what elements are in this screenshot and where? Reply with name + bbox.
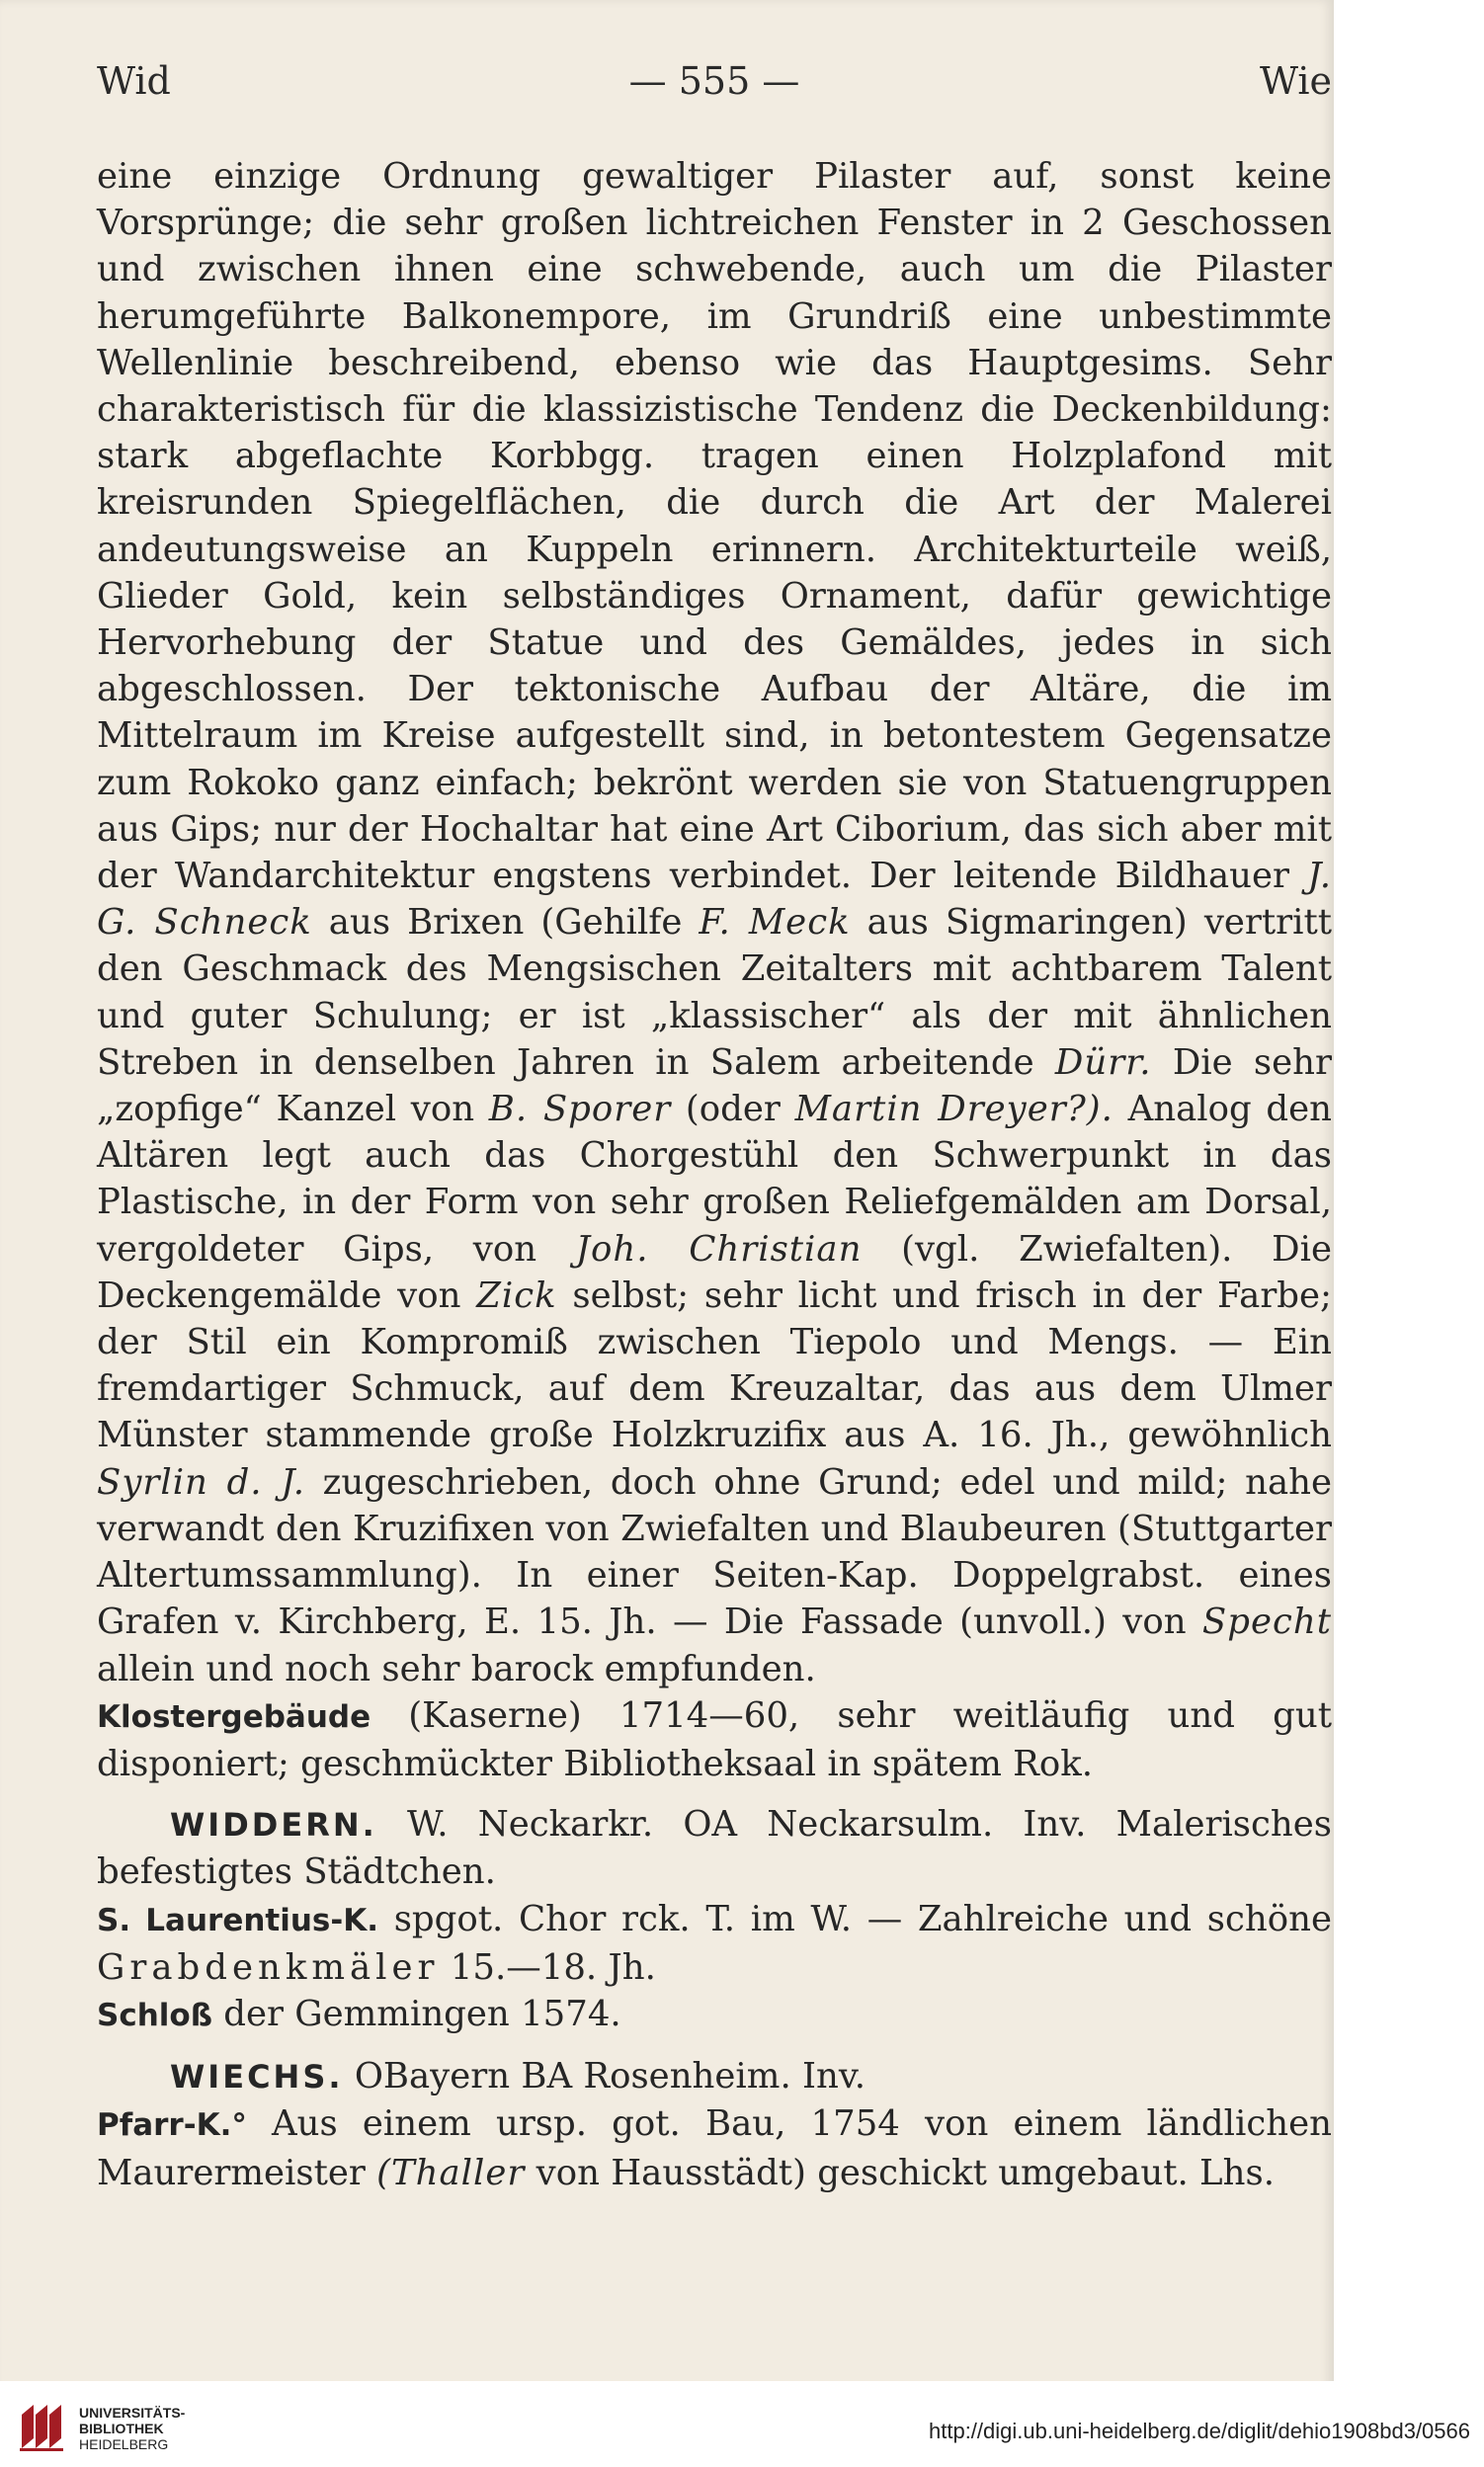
artist-name: Syrlin d. J. — [97, 1461, 306, 1503]
artist-name: Joh. Christian — [575, 1228, 863, 1270]
text-run: von Hausstädt) geschickt umgebaut. Lhs. — [525, 2152, 1275, 2193]
entry-label: Pfarr-K. — [97, 2107, 232, 2144]
degree-symbol: ° — [231, 2107, 247, 2144]
text-run: (vgl. Zwiefalten). Die Deckengemälde von — [97, 1228, 1332, 1316]
permalink-url[interactable]: http://digi.ub.uni-heidelberg.de/diglit/dehio1908bd3/0566 — [929, 2419, 1470, 2443]
header-right-catchword: Wie — [1259, 59, 1332, 103]
artist-name: F. Meck — [699, 902, 851, 944]
artist-name: Dürr. — [1054, 1041, 1152, 1083]
library-logo-icon — [14, 2401, 67, 2454]
body-text — [97, 153, 1332, 2196]
library-name-line: HEIDELBERG — [79, 2436, 169, 2452]
artist-name: J. G. Schneck — [97, 856, 1332, 944]
place-heading: WIECHS. — [170, 2058, 344, 2097]
entry-label: S. Laurentius-K. — [97, 1902, 379, 1938]
entry-label: Klostergebäude — [97, 1698, 371, 1735]
text-run: spgot. Chor rck. T. im W. — Zahlreiche und schöne — [378, 1898, 1333, 1939]
library-name — [79, 2405, 185, 2452]
text-run: allein und noch sehr barock empfunden. — [97, 1648, 816, 1689]
text-run: 15.—18. Jh. — [439, 1946, 656, 1988]
text-run: OBayern BA Rosenheim. Inv. — [343, 2056, 866, 2097]
text-run: (oder — [671, 1089, 795, 1130]
artist-name: Martin Dreyer?). — [794, 1089, 1113, 1130]
text-run: aus Sigmaringen) vertritt den Geschmack des Mengsischen Zeitalters mit achtbarem Talent und guter Schulung; er ist „klassischer“ als der mit ähnlichen Streben in denselben Jahren in Salem arbeitende — [97, 902, 1332, 1083]
text-run: (Kaserne) 1714—60, sehr weitläufig und gut disponiert; geschmückter Bibliotheksaal in spätem Rok. — [97, 1694, 1332, 1784]
running-header — [97, 59, 1332, 119]
text-run: W. Neckarkr. OA Neckarsulm. Inv. Malerisches befestigtes Städtchen. — [97, 1804, 1332, 1893]
text-run: aus Brixen (Gehilfe — [311, 902, 700, 944]
entry-label: Schloß — [97, 1997, 212, 2033]
text-run: zugeschrieben, doch ohne Grund; edel und mild; nahe verwandt den Kruzifixen von Zwiefalten und Blaubeuren (Stuttgarter Altertumssammlung). In einer Seiten-Kap. Doppelgrabst. eines Grafen v. Kirchberg, E. 15. Jh. — Die Fassade (unvoll.) von — [97, 1461, 1332, 1643]
paragraph-wiechs — [97, 2053, 1332, 2100]
artist-name: Zick — [476, 1275, 557, 1316]
spaced-term: Grabdenkmäler — [97, 1946, 440, 1988]
paragraph-schloss — [97, 1991, 1332, 2039]
paragraph-pfarrkirche — [97, 2100, 1332, 2195]
library-footer — [0, 2381, 1484, 2467]
text-run: selbst; sehr licht und frisch in der Farbe; der Stil ein Kompromiß zwischen Tiepolo und Mengs. — Ein fremdartiger Schmuck, auf dem Kreuzaltar, das aus dem Ulmer Münster stammende große Holzkruzifix aus A. 16. Jh., gewöhnlich — [97, 1275, 1333, 1456]
library-name-line: UNIVERSITÄTS- — [79, 2405, 186, 2421]
page-number: — 555 — — [628, 59, 800, 103]
paragraph-church-description — [97, 153, 1332, 1692]
paragraph-klostergebaeude — [97, 1692, 1332, 1787]
text-run: eine einzige Ordnung gewaltiger Pilaster auf, sonst keine Vorsprünge; die sehr großen lichtreichen Fenster in 2 Geschossen und zwischen ihnen eine schwebende, auch um die Pilaster herumgeführte Balkonempore, im Grundriß eine unbestimmte Wellenlinie beschreibend, ebenso wie das Hauptgesims. Sehr charakteristisch für die klassizistische Tendenz die Deckenbildung: stark abgeflachte Korbbgg. tragen einen Holzplafond mit kreisrunden Spiegelflächen, die durch die Art der Malerei andeutungsweise an Kuppeln erinnern. Architekturteile weiß, Glieder Gold, kein selbständiges Ornament, dafür gewichtige Hervorhebung der Statue und des Gemäldes, jedes in sich abgeschlossen. Der tektonische Aufbau der Altäre, die im Mittelraum im Kreise aufgestellt sind, in betontestem Gegensatze zum Rokoko ganz einfach; bekrönt werden sie von Statuengruppen aus Gips; nur der Hochaltar hat eine Art Ciborium, das sich aber mit der Wandarchitektur engstens verbindet. Der leitende Bildhauer — [97, 156, 1332, 897]
artist-name: B. Sporer — [488, 1089, 672, 1130]
artist-name: (Thaller — [376, 2152, 526, 2193]
text-run: der Gemmingen 1574. — [212, 1993, 621, 2034]
paragraph-laurentius — [97, 1896, 1332, 1991]
library-name-line: BIBLIOTHEK — [79, 2421, 164, 2436]
artist-name: Specht — [1201, 1602, 1332, 1643]
header-left-catchword: Wid — [97, 59, 171, 103]
text-run: Die sehr „zopfige“ Kanzel von — [97, 1041, 1332, 1130]
text-run: Aus einem ursp. got. Bau, 1754 von einem ländlichen Maurermeister — [97, 2103, 1332, 2193]
text-run: Analog den Altären legt auch das Chorgestühl den Schwerpunkt in das Plastische, in der Form von sehr großen Reliefgemälden am Dorsal, vergoldeter Gips, von — [97, 1089, 1332, 1270]
paragraph-widdern — [97, 1801, 1332, 1895]
place-heading: WIDDERN. — [170, 1806, 377, 1845]
page-margin — [1334, 0, 1484, 2467]
